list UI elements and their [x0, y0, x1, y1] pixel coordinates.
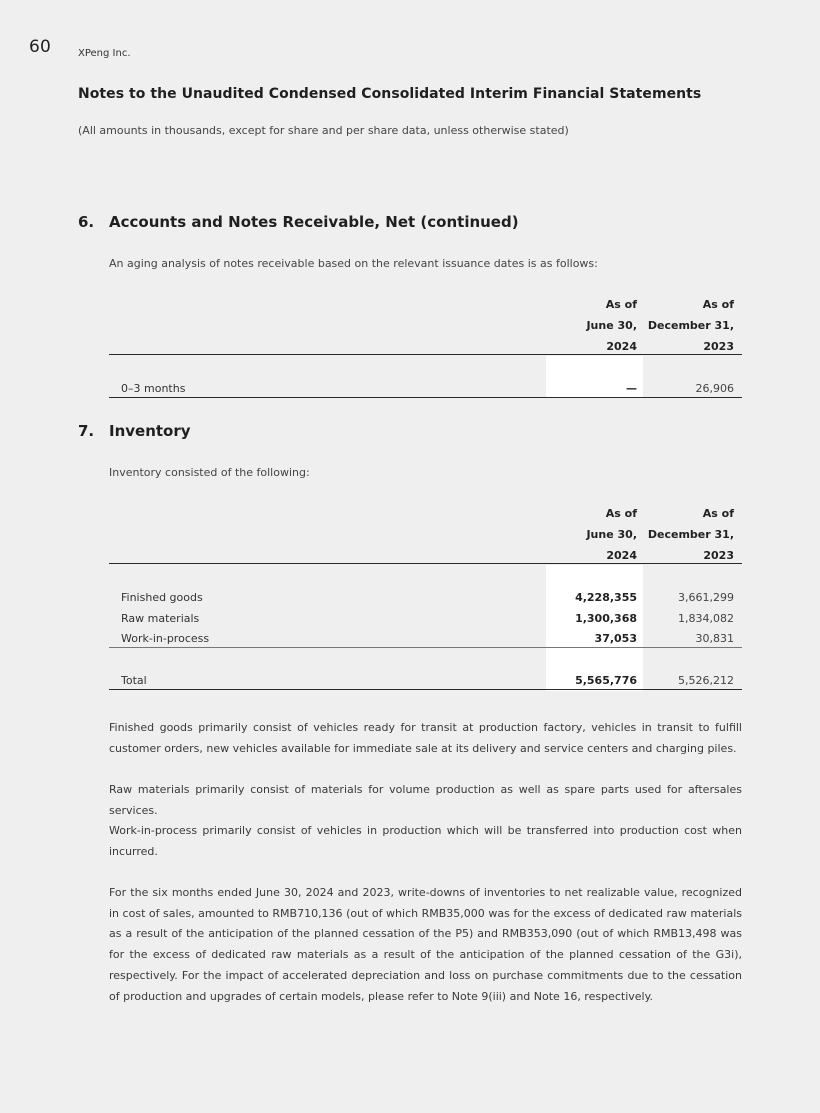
section-6-intro: An aging analysis of notes receivable based on the relevant issuance dates is as follows:	[109, 257, 598, 270]
col-prior-line-1: As of	[702, 298, 734, 311]
row-value-prior: 26,906	[695, 382, 734, 395]
section-7-number: 7.	[78, 422, 95, 440]
total-value-current: 5,565,776	[575, 674, 637, 687]
table-bottom-rule	[109, 397, 742, 398]
paragraph-finished-goods: Finished goods primarily consist of vehicles ready for transit at production factory, vehicles in transit to fulfill customer orders, new vehicles available for immediate sale at its delivery and service centers and charging piles.	[109, 721, 742, 755]
amounts-note: (All amounts in thousands, except for share and per share data, unless otherwise stated)	[78, 124, 569, 137]
row-label: 0–3 months	[121, 382, 186, 395]
section-6-title: Accounts and Notes Receivable, Net (continued)	[109, 213, 519, 231]
col-prior-line-1: As of	[702, 507, 734, 520]
total-value-prior: 5,526,212	[678, 674, 734, 687]
inventory-table	[109, 503, 742, 693]
col-current-line-2: June 30,	[586, 528, 637, 541]
section-7-heading	[78, 422, 191, 440]
section-6-heading	[78, 213, 519, 231]
paragraph-raw-materials: Raw materials primarily consist of materials for volume production as well as spare parts used for aftersales services.	[109, 783, 742, 817]
row-value-current: —	[626, 382, 637, 395]
col-current-line-3: 2024	[606, 549, 637, 562]
page-number: 60	[29, 37, 52, 57]
col-prior-line-3: 2023	[703, 549, 734, 562]
row-value-prior: 30,831	[695, 632, 734, 645]
current-period-shading	[546, 565, 643, 691]
col-current-line-2: June 30,	[586, 319, 637, 332]
section-7-title: Inventory	[109, 422, 191, 440]
section-6-number: 6.	[78, 213, 95, 231]
header-rule	[109, 563, 742, 564]
row-value-current: 37,053	[594, 632, 637, 645]
header-rule	[109, 354, 742, 355]
row-value-prior: 3,661,299	[678, 591, 734, 604]
notes-receivable-aging-table	[109, 294, 742, 400]
row-value-prior: 1,834,082	[678, 612, 734, 625]
table-bottom-rule	[109, 689, 742, 690]
row-label-total: Total	[121, 674, 147, 687]
col-prior-line-2: December 31,	[647, 528, 734, 541]
row-label-finished-goods: Finished goods	[121, 591, 203, 604]
section-7-intro: Inventory consisted of the following:	[109, 466, 310, 479]
row-label-raw-materials: Raw materials	[121, 612, 200, 625]
col-current-line-1: As of	[605, 507, 637, 520]
company-name: XPeng Inc.	[78, 48, 131, 59]
col-current-line-1: As of	[605, 298, 637, 311]
row-value-current: 1,300,368	[575, 612, 637, 625]
col-current-line-3: 2024	[606, 340, 637, 353]
col-prior-line-3: 2023	[703, 340, 734, 353]
col-prior-line-2: December 31,	[647, 319, 734, 332]
row-value-current: 4,228,355	[575, 591, 637, 604]
paragraph-write-downs: For the six months ended June 30, 2024 and 2023, write-downs of inventories to net realizable value, recognized in cost of sales, amounted to RMB710,136 (out of which RMB35,000 was for the excess of dedicated raw materials as a result of the anticipation of the planned cessation of the P5) and RMB353,090 (out of which RMB13,498 was for the excess of dedicated raw materials as a result of the anticipation of the planned cessation of the G3i), respectively. For the impact of accelerated depreciation and loss on purchase commitments due to the cessation of production and upgrades of certain models, please refer to Note 9(iii) and Note 16, respectively.	[109, 886, 742, 1003]
subtotal-rule	[109, 647, 742, 648]
paragraph-work-in-process: Work-in-process primarily consist of vehicles in production which will be transferred into production cost when incurred.	[109, 824, 742, 858]
document-title: Notes to the Unaudited Condensed Consolidated Interim Financial Statements	[78, 86, 702, 102]
row-label-work-in-process: Work-in-process	[121, 632, 210, 645]
